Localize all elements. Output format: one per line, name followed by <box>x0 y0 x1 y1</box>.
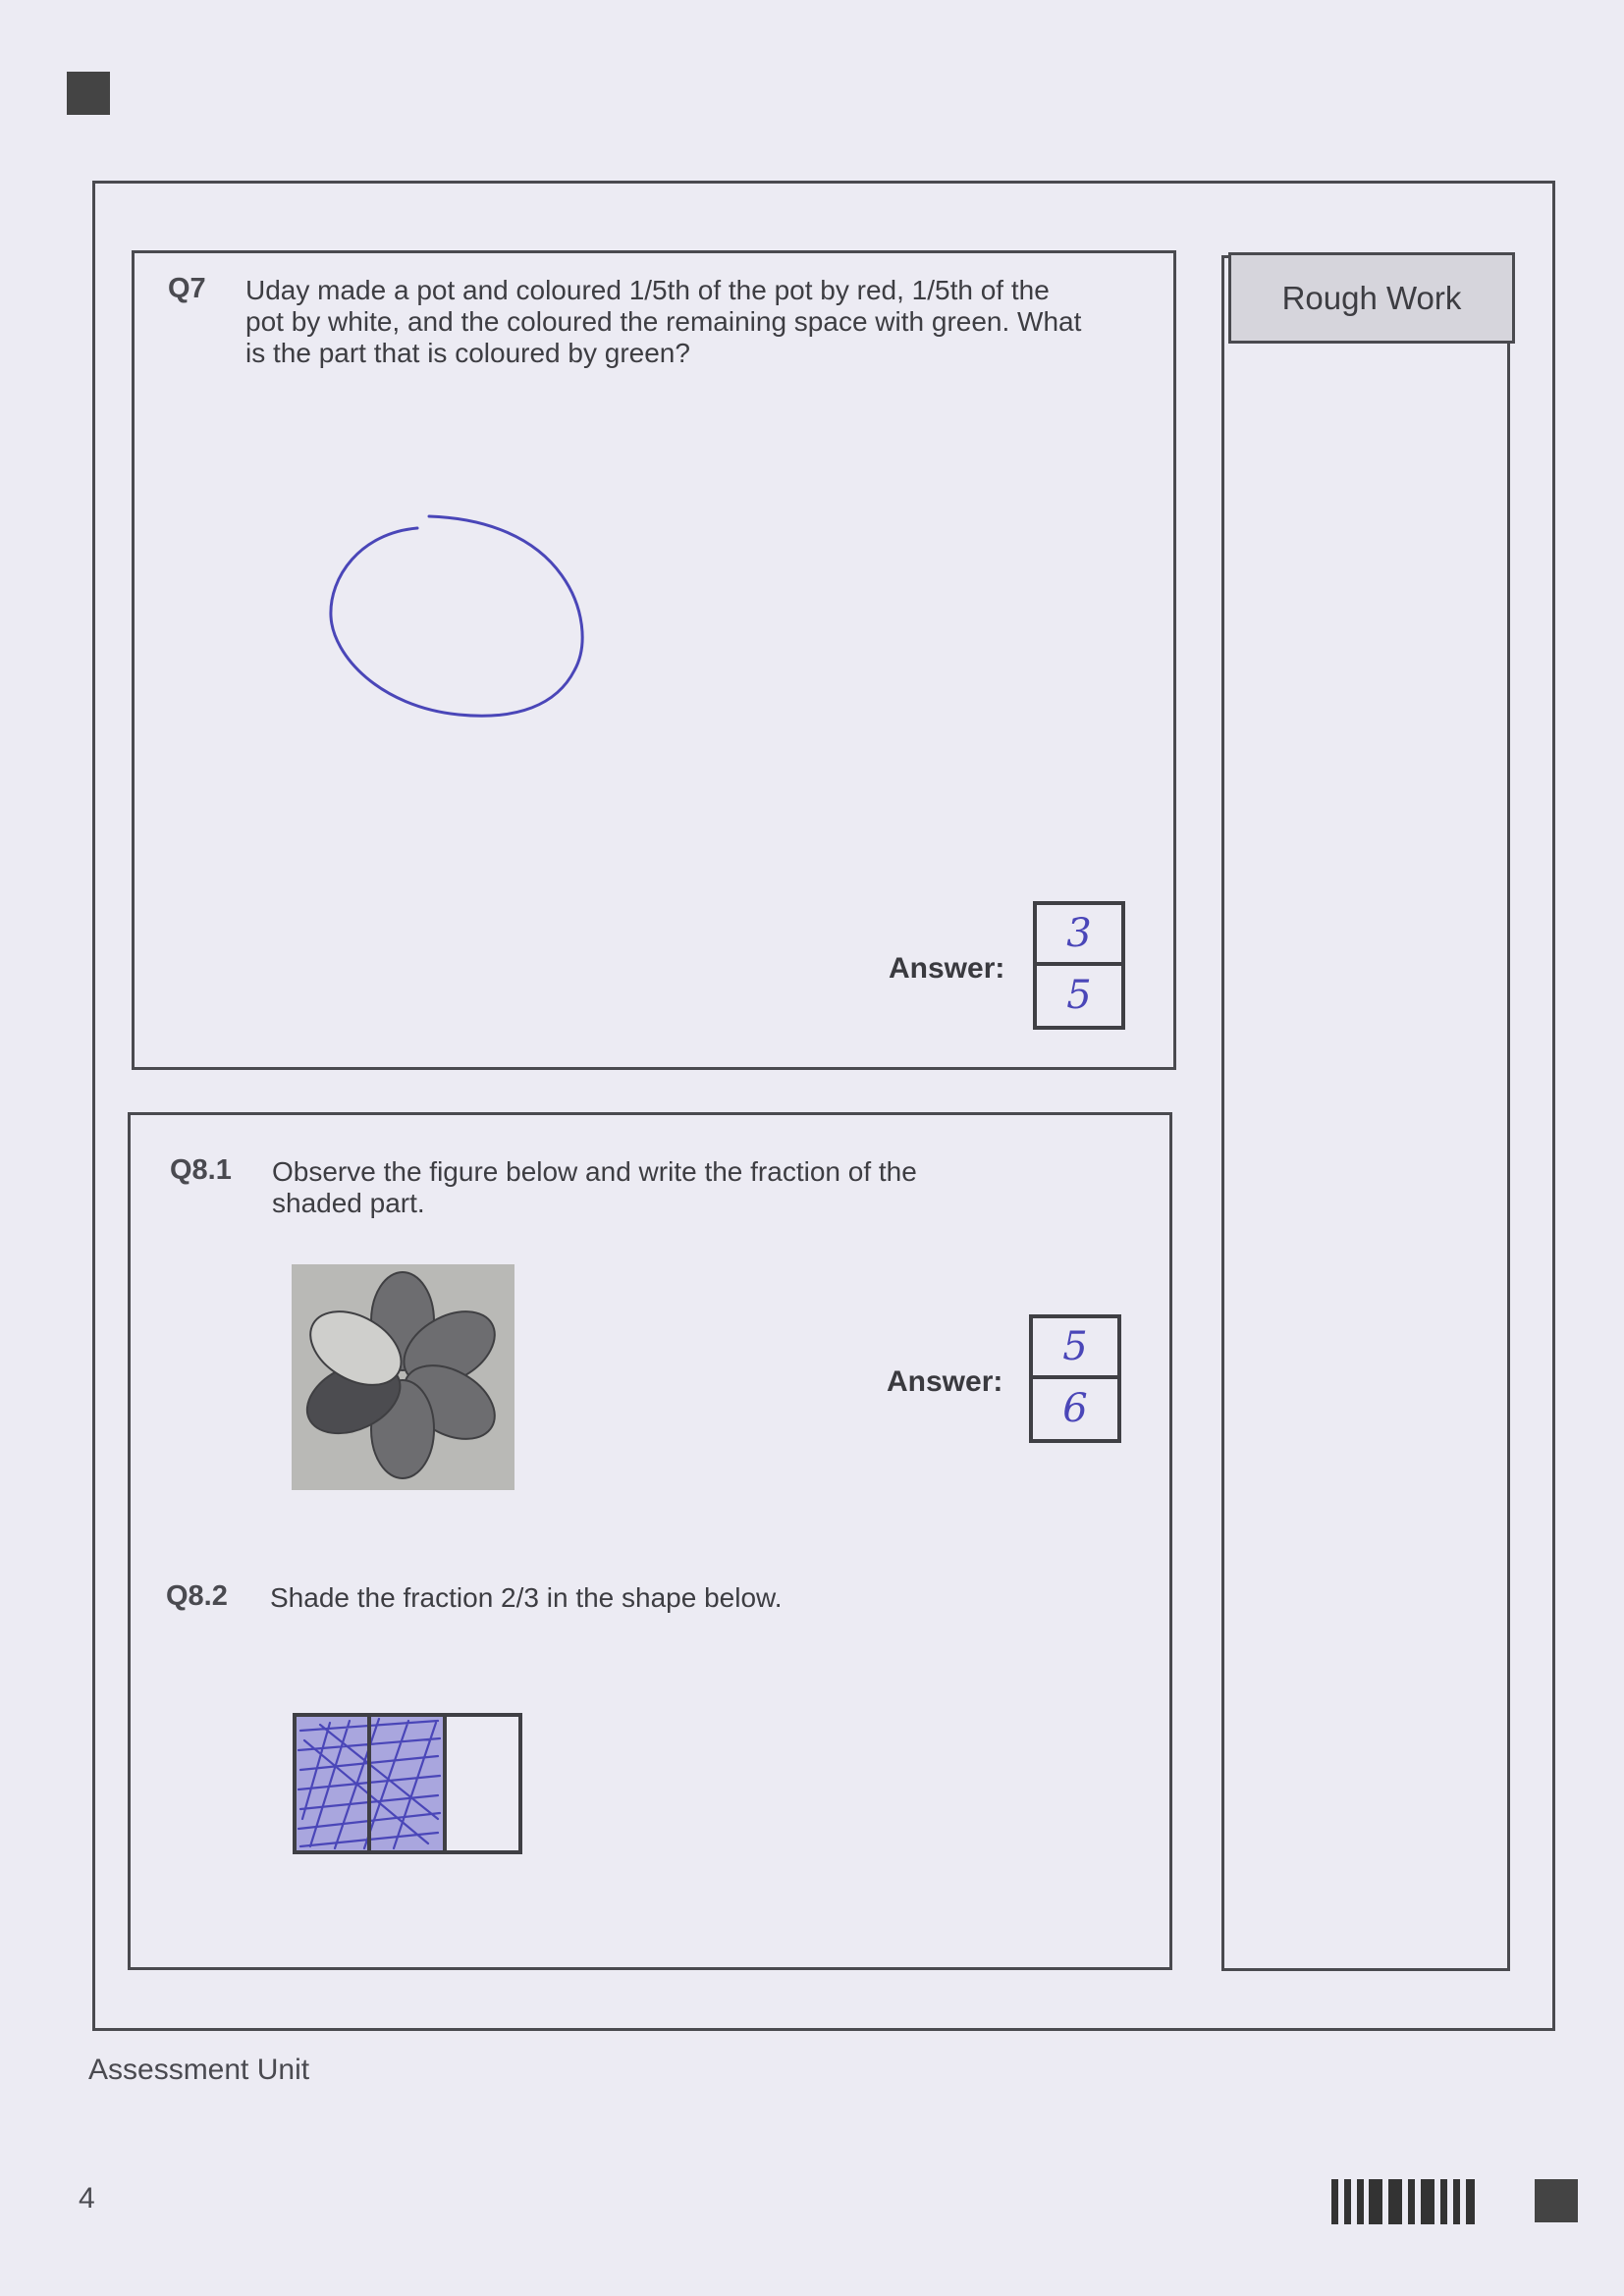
rough-work-panel[interactable] <box>1221 255 1510 1971</box>
question-7-answer-box[interactable] <box>1033 901 1125 1030</box>
hand-drawn-pot-circle <box>321 499 616 754</box>
question-8-2-text: Shade the fraction 2/3 in the shape below. <box>270 1582 783 1613</box>
footer-assessment-unit: Assessment Unit <box>88 2054 310 2086</box>
question-8-1-answer-box[interactable] <box>1029 1314 1121 1443</box>
question-7-box <box>132 250 1176 1070</box>
question-8-1-answer-label: Answer: <box>887 1365 1003 1398</box>
question-8-1-text-line: Observe the figure below and write the fraction of the <box>272 1156 917 1187</box>
question-7-number: Q7 <box>168 273 206 304</box>
page-number: 4 <box>79 2182 95 2215</box>
question-8-1-numerator[interactable]: 5 <box>1033 1318 1117 1379</box>
question-8-1-denominator[interactable]: 6 <box>1062 1386 1088 1432</box>
question-7-text-line: Uday made a pot and coloured 1/5th of the pot by red, 1/5th of the <box>245 275 1050 305</box>
rough-work-header: Rough Work <box>1228 252 1515 344</box>
shape-part-unshaded <box>447 1717 518 1850</box>
question-7-answer-label: Answer: <box>889 952 1005 985</box>
question-8-1-text-line: shaded part. <box>272 1188 425 1218</box>
flower-figure <box>292 1264 514 1490</box>
registration-mark-top-left <box>67 72 110 115</box>
question-7-denominator[interactable]: 5 <box>1066 973 1092 1019</box>
question-8-1-number: Q8.1 <box>170 1154 232 1186</box>
question-7-text-line: pot by white, and the coloured the remaining space with green. What <box>245 306 1082 337</box>
question-8-2-number: Q8.2 <box>166 1580 228 1612</box>
question-7-text <box>245 275 1168 369</box>
barcode <box>1331 2179 1481 2224</box>
question-8-1-text <box>272 1156 1057 1219</box>
fraction-shape[interactable] <box>291 1711 524 1856</box>
question-7-text-line: is the part that is coloured by green? <box>245 338 690 368</box>
registration-mark-bottom-right <box>1535 2179 1578 2222</box>
question-8-box <box>128 1112 1172 1970</box>
question-7-numerator[interactable]: 3 <box>1037 905 1121 966</box>
